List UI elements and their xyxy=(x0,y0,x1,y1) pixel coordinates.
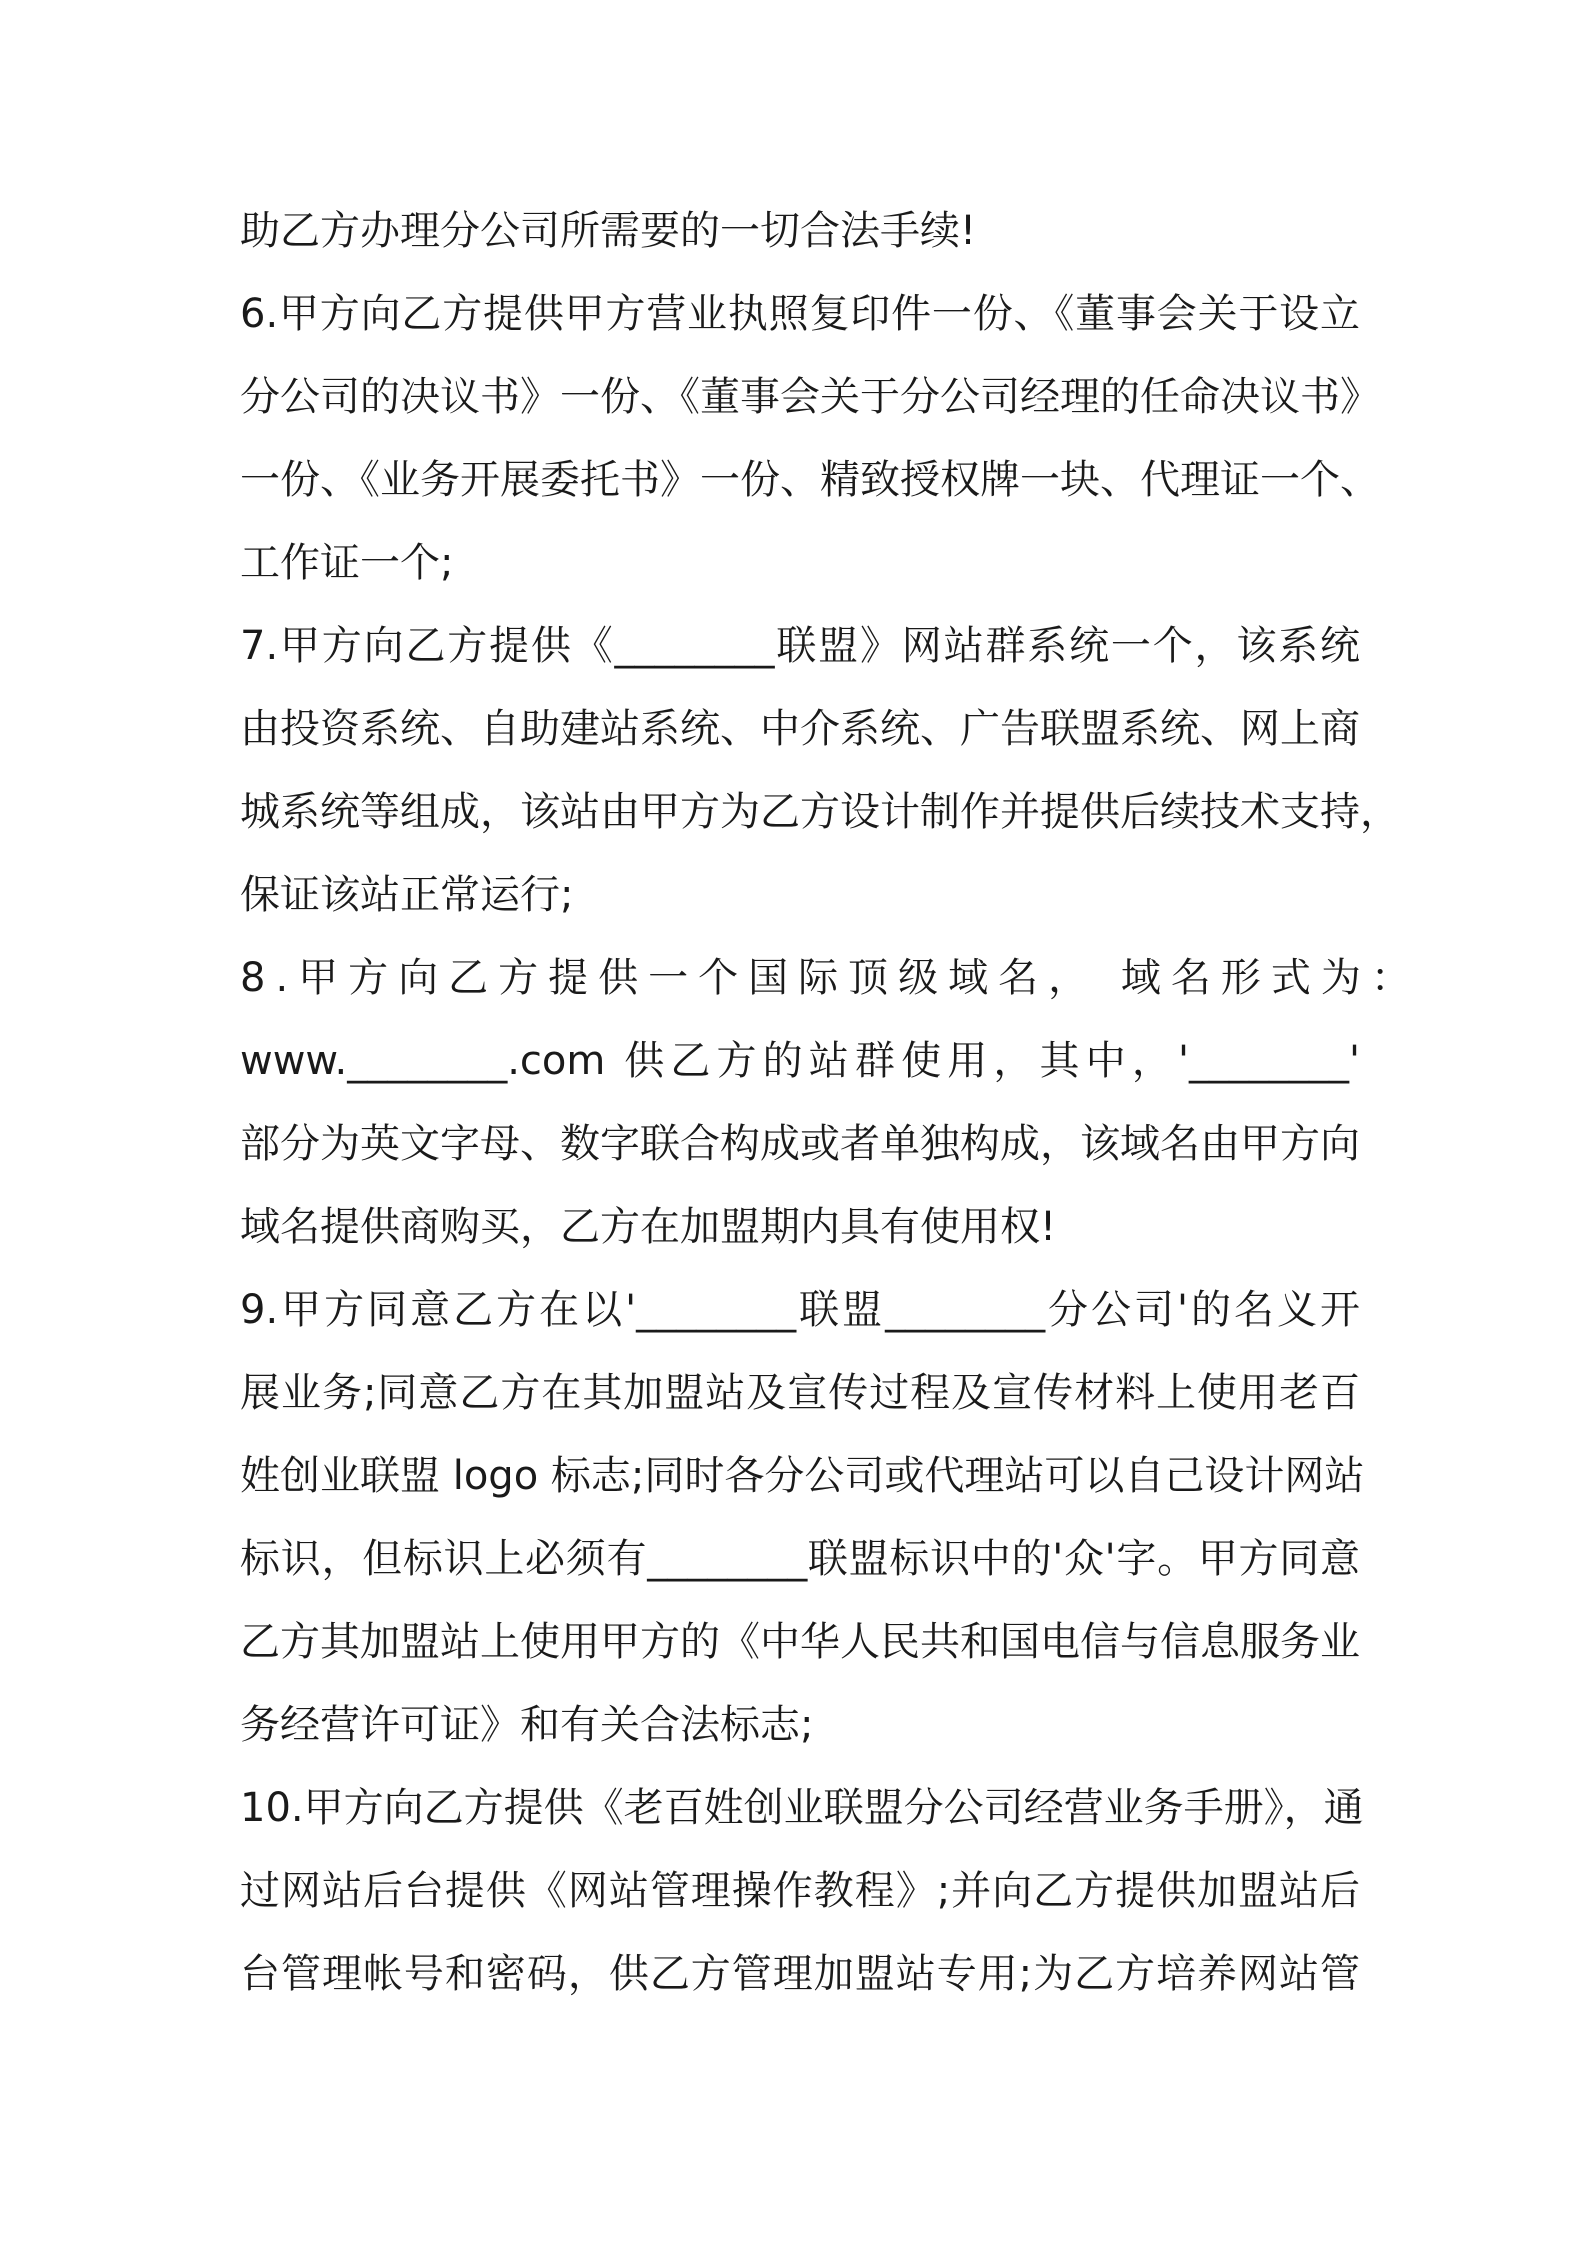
text-line: 务经营许可证》和有关合法标志; xyxy=(240,1702,814,1748)
text-line: 标识，但标识上必须有________联盟标识中的'众'字。甲方同意 xyxy=(240,1536,1360,1582)
text-line: 台管理帐号和密码，供乙方管理加盟站专用;为乙方培养网站管 xyxy=(240,1951,1360,1997)
text-line: 工作证一个; xyxy=(240,540,454,586)
contract-body-text xyxy=(240,190,1421,2016)
text-line: 部分为英文字母、数字联合构成或者单独构成，该域名由甲方向 xyxy=(240,1121,1360,1167)
text-line: 姓创业联盟 logo 标志;同时各分公司或代理站可以自己设计网站 xyxy=(240,1453,1365,1499)
text-line: 助乙方办理分公司所需要的一切合法手续! xyxy=(240,208,977,254)
text-line: 城系统等组成，该站由甲方为乙方设计制作并提供后续技术支持， xyxy=(240,789,1400,835)
text-line: 7.甲方向乙方提供《________联盟》网站群系统一个，该系统 xyxy=(240,623,1360,669)
text-line: 保证该站正常运行; xyxy=(240,872,574,918)
text-line: 分公司的决议书》一份、《董事会关于分公司经理的任命决议书》 xyxy=(240,374,1380,420)
text-line: 一份、《业务开展委托书》一份、精致授权牌一块、代理证一个、 xyxy=(240,457,1380,503)
text-line: 由投资系统、自助建站系统、中介系统、广告联盟系统、网上商 xyxy=(240,706,1360,752)
text-line: 过网站后台提供《网站管理操作教程》;并向乙方提供加盟站后 xyxy=(240,1868,1360,1914)
text-line: 6.甲方向乙方提供甲方营业执照复印件一份、《董事会关于设立 xyxy=(240,291,1360,337)
text-line: 8.甲方向乙方提供一个国际顶级域名， 域名形式为： xyxy=(240,955,1421,1001)
text-line: 9.甲方同意乙方在以'________联盟________分公司'的名义开 xyxy=(240,1287,1360,1333)
text-line: 10.甲方向乙方提供《老百姓创业联盟分公司经营业务手册》，通 xyxy=(240,1785,1364,1831)
text-line: www.________.com 供乙方的站群使用，其中，'________' xyxy=(240,1038,1360,1084)
text-line: 乙方其加盟站上使用甲方的《中华人民共和国电信与信息服务业 xyxy=(240,1619,1360,1665)
text-line: 展业务;同意乙方在其加盟站及宣传过程及宣传材料上使用老百 xyxy=(240,1370,1360,1416)
text-line: 域名提供商购买，乙方在加盟期内具有使用权! xyxy=(240,1204,1057,1250)
